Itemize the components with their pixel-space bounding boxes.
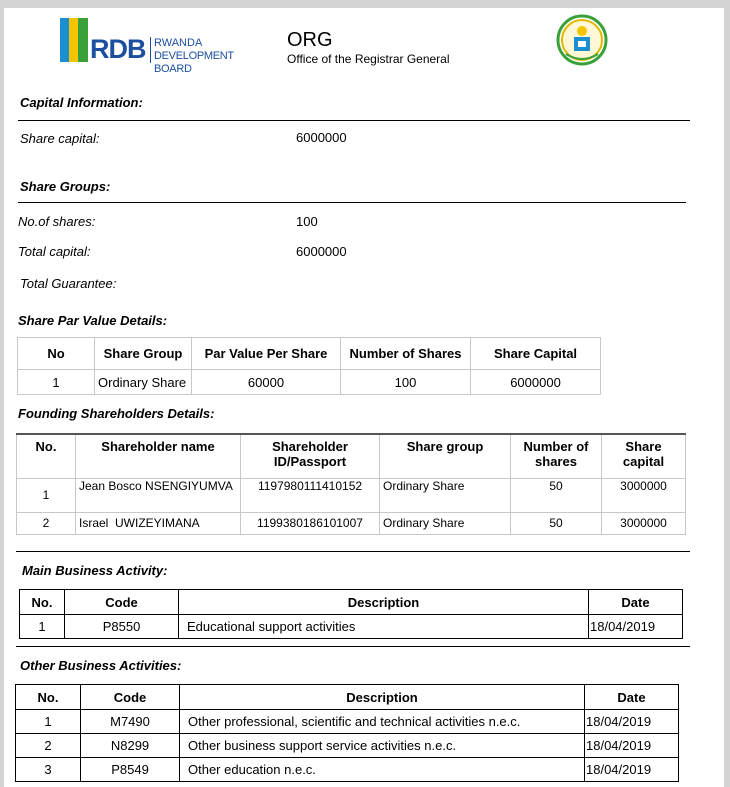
- share-capital-label: Share capital:: [20, 131, 100, 146]
- cell: 3000000: [602, 512, 686, 534]
- col-header: Par Value Per Share: [192, 338, 341, 370]
- shareholders-table: [16, 433, 686, 535]
- cell: Jean Bosco NSENGIYUMVA: [76, 478, 241, 512]
- rdb-flag-icon: [60, 18, 88, 62]
- col-header: Date: [585, 685, 679, 710]
- col-header: No: [18, 338, 95, 370]
- divider: [18, 202, 686, 203]
- col-header: Description: [179, 590, 589, 615]
- cell: 1: [20, 615, 65, 639]
- table-row: [18, 370, 601, 395]
- col-header: Share Capital: [471, 338, 601, 370]
- cell: M7490: [81, 710, 180, 734]
- cell: 1: [16, 710, 81, 734]
- cell: 18/04/2019: [585, 710, 679, 734]
- col-header: Number of Shares: [341, 338, 471, 370]
- cell: P8550: [65, 615, 179, 639]
- cell: 1: [18, 370, 95, 395]
- cell: 2: [16, 734, 81, 758]
- main-activity-table: [19, 589, 683, 639]
- cell: 1197980111410152: [241, 478, 380, 512]
- rdb-line2: DEVELOPMENT BOARD: [154, 50, 234, 75]
- shareholders-heading: Founding Shareholders Details:: [18, 406, 215, 421]
- col-header: No.: [20, 590, 65, 615]
- cell: Other education n.e.c.: [180, 758, 585, 782]
- cell: 3000000: [602, 478, 686, 512]
- cell: Other professional, scientific and technical activities n.e.c.: [180, 710, 585, 734]
- rdb-logo: [60, 18, 270, 75]
- cell: Other business support service activities n.e.c.: [180, 734, 585, 758]
- col-header: Description: [180, 685, 585, 710]
- total-capital-value: 6000000: [296, 244, 347, 259]
- coat-of-arms-icon: [552, 14, 612, 66]
- total-guarantee-label: Total Guarantee:: [20, 276, 117, 291]
- cell: Ordinary Share: [380, 512, 511, 534]
- no-of-shares-label: No.of shares:: [18, 214, 96, 229]
- share-capital-value: 6000000: [296, 130, 347, 145]
- col-header: Code: [81, 685, 180, 710]
- col-header: Share capital: [602, 434, 686, 478]
- rdb-mark: RDB: [90, 34, 146, 64]
- total-capital-label: Total capital:: [18, 244, 91, 259]
- other-activities-heading: Other Business Activities:: [20, 658, 182, 673]
- cell: Educational support activities: [179, 615, 589, 639]
- main-activity-heading: Main Business Activity:: [22, 563, 168, 578]
- col-header: No.: [17, 434, 76, 478]
- cell: 18/04/2019: [589, 615, 683, 639]
- cell: 100: [341, 370, 471, 395]
- cell: P8549: [81, 758, 180, 782]
- table-row: [20, 615, 683, 639]
- divider: [16, 646, 690, 647]
- col-header: Shareholder ID/Passport: [241, 434, 380, 478]
- org-title: ORG: [287, 29, 333, 51]
- col-header: Code: [65, 590, 179, 615]
- cell: 6000000: [471, 370, 601, 395]
- share-groups-heading: Share Groups:: [20, 179, 111, 194]
- cell: 50: [511, 512, 602, 534]
- cell: Israel UWIZEYIMANA: [76, 512, 241, 534]
- other-activities-table: [15, 684, 679, 782]
- col-header: Date: [589, 590, 683, 615]
- col-header: No.: [16, 685, 81, 710]
- col-header: Share Group: [95, 338, 192, 370]
- document-page: [4, 8, 724, 787]
- col-header: Share group: [380, 434, 511, 478]
- table-row: [16, 758, 679, 782]
- cell: 1199380186101007: [241, 512, 380, 534]
- col-header: Shareholder name: [76, 434, 241, 478]
- cell: 50: [511, 478, 602, 512]
- cell: 60000: [192, 370, 341, 395]
- table-row: [16, 734, 679, 758]
- par-value-table: [17, 337, 601, 395]
- no-of-shares-value: 100: [296, 214, 318, 229]
- table-row: [17, 478, 686, 512]
- divider: [18, 120, 690, 121]
- table-row: [17, 512, 686, 534]
- divider: [16, 551, 690, 552]
- cell: 3: [16, 758, 81, 782]
- rdb-line1: RWANDA: [154, 37, 203, 49]
- cell: 18/04/2019: [585, 734, 679, 758]
- cell: 18/04/2019: [585, 758, 679, 782]
- cell: N8299: [81, 734, 180, 758]
- table-row: [16, 710, 679, 734]
- org-subtitle: Office of the Registrar General: [287, 52, 450, 66]
- cell: 1: [17, 478, 76, 512]
- cell: 2: [17, 512, 76, 534]
- par-value-heading: Share Par Value Details:: [18, 313, 168, 328]
- cell: Ordinary Share: [380, 478, 511, 512]
- capital-heading: Capital Information:: [20, 95, 143, 110]
- cell: Ordinary Share: [95, 370, 192, 395]
- col-header: Number of shares: [511, 434, 602, 478]
